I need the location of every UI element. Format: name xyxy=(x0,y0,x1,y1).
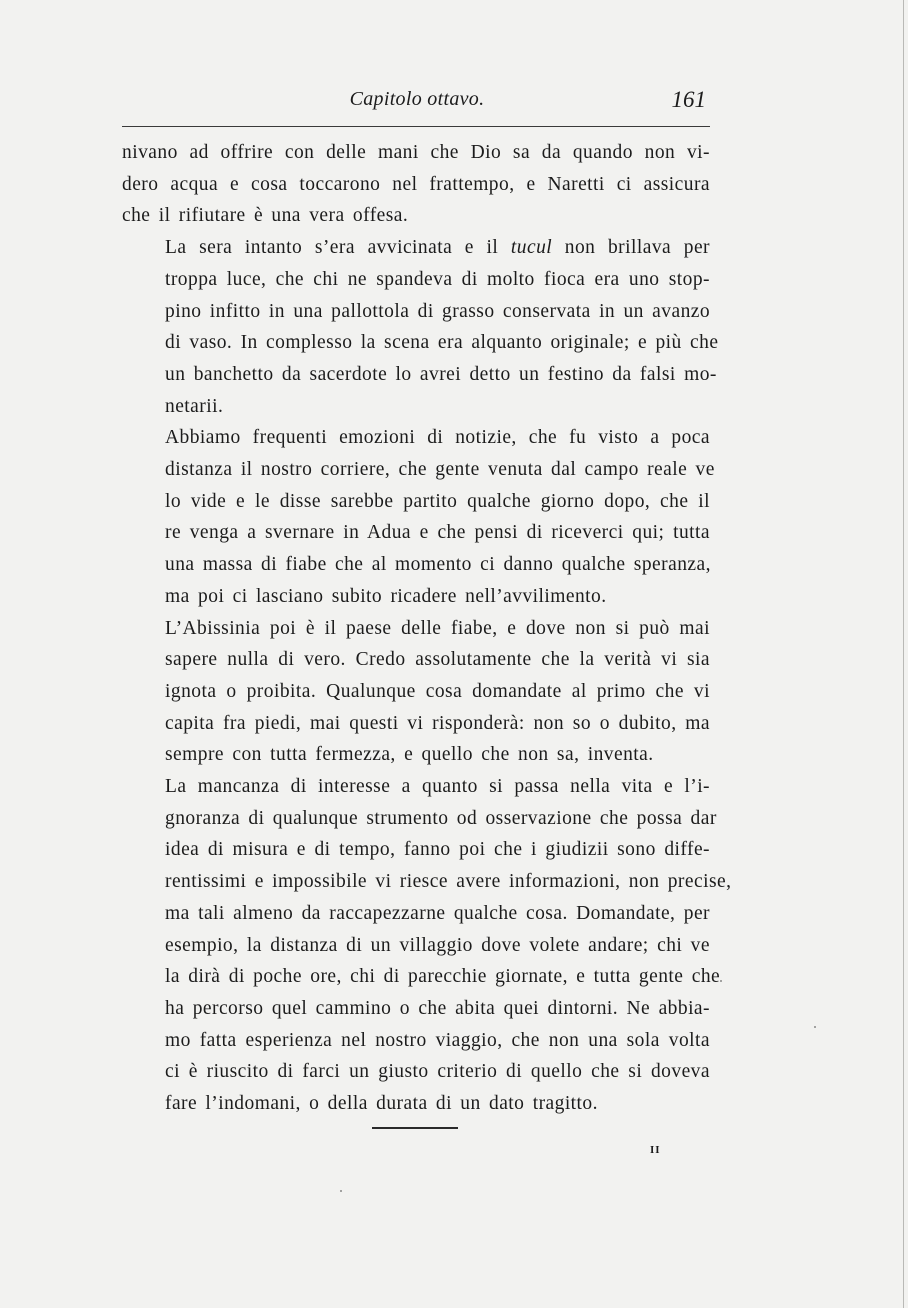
paragraph xyxy=(122,137,710,232)
text-line: esempio, la distanza di un villaggio dove volete andare; chi ve xyxy=(165,934,710,956)
text-line: La mancanza di interesse a quanto si passa nella vita e l’i- xyxy=(165,776,710,798)
text-line: ignota o proibita. Qualunque cosa domandate al primo che vi xyxy=(165,680,710,702)
text-line: capita fra piedi, mai questi vi risponderà: non so o dubito, ma xyxy=(165,712,710,734)
signature-mark: II xyxy=(650,1144,661,1156)
paper-speck xyxy=(340,1190,342,1192)
text-line: ha percorso quel cammino o che abita quei dintorni. Ne abbia- xyxy=(165,997,710,1019)
paragraph xyxy=(122,422,715,612)
text-line: Abbiamo frequenti emozioni di notizie, che fu visto a poca xyxy=(165,427,710,449)
text-line: pino infitto in una pallottola di grasso conservata in un avanzo xyxy=(165,300,711,322)
text-line: ci è riuscito di farci un giusto criterio di quello che si doveva xyxy=(165,1061,710,1083)
paragraph xyxy=(122,613,710,772)
text-line: sempre con tutta fermezza, e quello che non sa, inventa. xyxy=(165,744,654,766)
text-line: re venga a svernare in Adua e che pensi di riceverci qui; tutta xyxy=(165,522,710,544)
text-line: sapere nulla di vero. Credo assolutamente che la verità vi sia xyxy=(165,649,710,671)
text-line: nivano ad offrire con delle mani che Dio sa da quando non vi- xyxy=(122,142,710,163)
text-line: mo fatta esperienza nel nostro viaggio, che non una sola volta xyxy=(165,1029,710,1051)
text-line: dero acqua e cosa toccarono nel frattempo, e Naretti ci assicura xyxy=(122,173,710,195)
text-line: una massa di fiabe che al momento ci danno qualche speranza, xyxy=(165,554,711,576)
body-text xyxy=(122,137,732,1120)
page-edge xyxy=(903,0,904,1308)
text-line: L’Abissinia poi è il paese delle fiabe, e dove non si può mai xyxy=(165,617,710,639)
text-line: ma tali almeno da raccapezzarne qualche cosa. Domandate, per xyxy=(165,902,710,924)
end-rule xyxy=(372,1127,458,1129)
running-title: Capitolo ottavo. xyxy=(349,88,485,110)
paper-speck xyxy=(720,980,722,982)
text-line: La sera intanto s’era avvicinata e il tucul non brillava per xyxy=(165,237,710,259)
text-line: rentissimi e impossibile vi riesce avere informazioni, non precise, xyxy=(165,871,732,893)
text-line: gnoranza di qualunque strumento od osservazione che possa dar xyxy=(165,807,717,829)
text-line: un banchetto da sacerdote lo avrei detto un festino da falsi mo- xyxy=(165,363,717,385)
text-line: troppa luce, che chi ne spandeva di molto fioca era uno stop- xyxy=(165,268,710,290)
text-line: netarii. xyxy=(165,395,224,417)
text-line: di vaso. In complesso la scena era alquanto originale; e più che xyxy=(165,332,719,354)
text-line: fare l’indomani, o della durata di un dato tragitto. xyxy=(165,1093,598,1115)
header-rule xyxy=(122,126,710,127)
text-line: lo vide e le disse sarebbe partito qualche giorno dopo, che il xyxy=(165,490,710,512)
running-head xyxy=(122,88,712,118)
paper-speck xyxy=(814,1026,816,1028)
paragraph xyxy=(122,232,719,422)
text-line: idea di misura e di tempo, fanno poi che i giudizii sono diffe- xyxy=(165,839,710,861)
text-line: che il rifiutare è una vera offesa. xyxy=(122,205,409,227)
text-line: ma poi ci lasciano subito ricadere nell’avvilimento. xyxy=(165,585,607,607)
text-line: distanza il nostro corriere, che gente venuta dal campo reale ve xyxy=(165,459,715,481)
text-line: la dirà di poche ore, chi di parecchie giornate, e tutta gente che xyxy=(165,966,721,988)
page-number: 161 xyxy=(671,87,706,112)
paragraph xyxy=(122,771,732,1120)
